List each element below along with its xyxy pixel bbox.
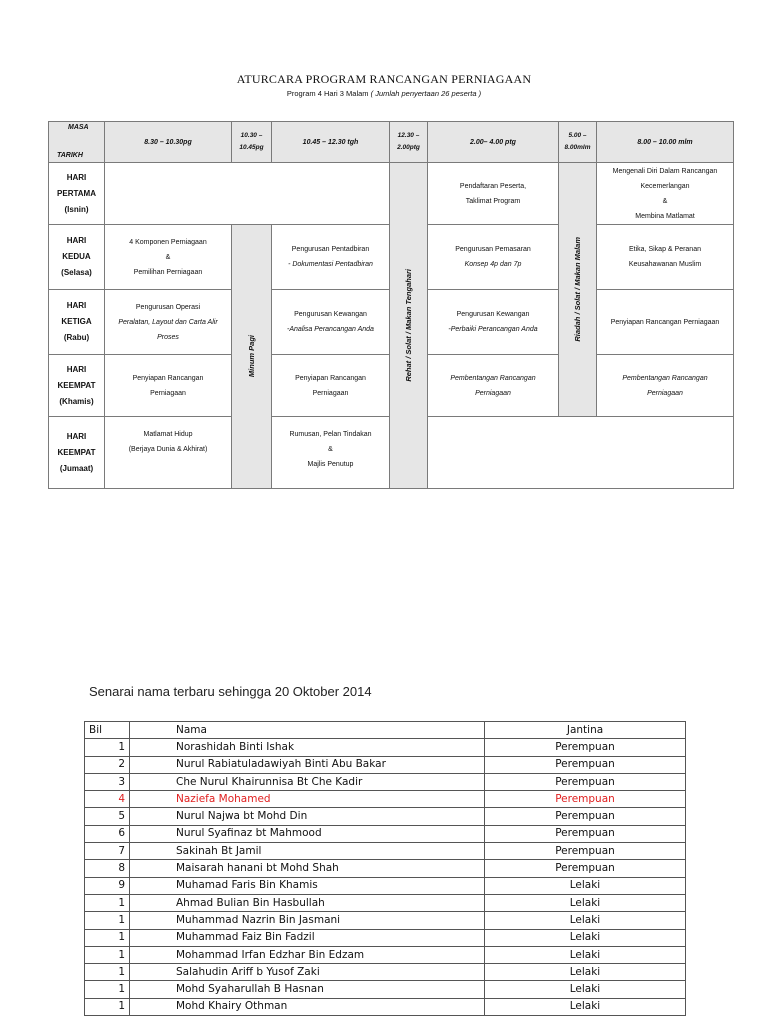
cell-bil: 1: [85, 946, 130, 963]
session-empty: [427, 416, 734, 489]
cell-jantina: Lelaki: [485, 981, 686, 998]
break-rehat: Rehat / Solat / Makan Tengahari: [389, 162, 428, 489]
session-empty: [104, 162, 390, 225]
table-row: [85, 894, 686, 911]
cell-jantina: Lelaki: [485, 998, 686, 1015]
cell-jantina: Lelaki: [485, 912, 686, 929]
cell-jantina: Perempuan: [485, 825, 686, 842]
cell-nama: Nurul Rabiatuladawiyah Binti Abu Bakar: [130, 756, 485, 773]
cell-nama: Nurul Najwa bt Mohd Din: [130, 808, 485, 825]
cell-bil: 7: [85, 843, 130, 860]
table-row: [85, 860, 686, 877]
cell-nama: Nurul Syafinaz bt Mahmood: [130, 825, 485, 842]
day-label: HARI KETIGA (Rabu): [48, 289, 105, 355]
table-row: [85, 825, 686, 842]
session-cell: 4 Komponen Perniagaan & Pemilihan Perniagaan: [104, 224, 232, 290]
cell-nama: Ahmad Bulian Bin Hasbullah: [130, 894, 485, 911]
cell-nama: Muhamad Faris Bin Khamis: [130, 877, 485, 894]
column-header-nama: Nama: [130, 722, 485, 739]
time-slot-header: 8.30 – 10.30pg: [104, 121, 232, 163]
cell-nama: Muhammad Faiz Bin Fadzil: [130, 929, 485, 946]
session-cell: Pengurusan Pentadbiran - Dokumentasi Pentadbiran: [271, 224, 390, 290]
table-row: [85, 929, 686, 946]
time-slot-header: 5.00 – 8.00mlm: [558, 121, 597, 163]
column-header-bil: Bil: [85, 722, 130, 739]
cell-nama: Muhammad Nazrin Bin Jasmani: [130, 912, 485, 929]
cell-jantina: Perempuan: [485, 791, 686, 808]
cell-jantina: Lelaki: [485, 964, 686, 981]
masa-label: MASA: [68, 124, 89, 131]
cell-jantina: Lelaki: [485, 929, 686, 946]
cell-bil: 1: [85, 964, 130, 981]
cell-bil: 1: [85, 894, 130, 911]
cell-bil: 4: [85, 791, 130, 808]
cell-nama: Naziefa Mohamed: [130, 791, 485, 808]
cell-jantina: Perempuan: [485, 739, 686, 756]
break-riadah: Riadah / Solat / Makan Malam: [558, 162, 597, 417]
cell-jantina: Lelaki: [485, 877, 686, 894]
cell-bil: 1: [85, 981, 130, 998]
cell-bil: 2: [85, 756, 130, 773]
cell-jantina: Perempuan: [485, 773, 686, 790]
table-row: [85, 843, 686, 860]
day-label: HARI PERTAMA (Isnin): [48, 162, 105, 225]
column-header-jantina: Jantina: [485, 722, 686, 739]
session-cell: Pengurusan Kewangan -Analisa Perancangan Anda: [271, 289, 390, 355]
time-slot-header: 10.30 – 10.45pg: [231, 121, 272, 163]
session-cell: Etika, Sikap & Peranan Keusahawanan Muslim: [596, 224, 734, 290]
cell-jantina: Perempuan: [485, 843, 686, 860]
time-slot-header: 2.00– 4.00 ptg: [427, 121, 559, 163]
cell-jantina: Lelaki: [485, 946, 686, 963]
day-label: HARI KEDUA (Selasa): [48, 224, 105, 290]
session-cell: Pengurusan Operasi Peralatan, Layout dan Carta Alir Proses: [104, 289, 232, 355]
table-row: [85, 946, 686, 963]
time-slot-header: 8.00 – 10.00 mlm: [596, 121, 734, 163]
cell-bil: 5: [85, 808, 130, 825]
session-cell: Pengurusan Kewangan -Perbaiki Perancangan Anda: [427, 289, 559, 355]
cell-bil: 6: [85, 825, 130, 842]
session-cell: Matlamat Hidup (Berjaya Dunia & Akhirat): [104, 416, 232, 489]
cell-jantina: Perempuan: [485, 808, 686, 825]
session-cell: Pendaftaran Peserta, Taklimat Program: [427, 162, 559, 225]
session-cell: Penyiapan Rancangan Perniagaan: [271, 354, 390, 417]
day-label: HARI KEEMPAT (Khamis): [48, 354, 105, 417]
cell-jantina: Lelaki: [485, 894, 686, 911]
cell-nama: Mohd Khairy Othman: [130, 998, 485, 1015]
session-cell: Penyiapan Rancangan Perniagaan: [104, 354, 232, 417]
cell-nama: Mohd Syaharullah B Hasnan: [130, 981, 485, 998]
cell-nama: Sakinah Bt Jamil: [130, 843, 485, 860]
table-header-row: [85, 722, 686, 739]
table-row: [85, 808, 686, 825]
participant-list-title: Senarai nama terbaru sehingga 20 Oktober 2014: [89, 684, 372, 699]
cell-jantina: Perempuan: [485, 860, 686, 877]
table-row: [85, 791, 686, 808]
table-row: [85, 773, 686, 790]
table-row: [85, 998, 686, 1015]
subtitle-program: Program 4 Hari 3 Malam: [286, 89, 371, 98]
participant-table: [84, 721, 686, 1016]
cell-bil: 1: [85, 998, 130, 1015]
cell-nama: Norashidah Binti Ishak: [130, 739, 485, 756]
subtitle-participants: ( Jumlah penyertaan 26 peserta ): [370, 89, 482, 98]
cell-jantina: Perempuan: [485, 756, 686, 773]
cell-bil: 3: [85, 773, 130, 790]
session-cell: Rumusan, Pelan Tindakan & Majlis Penutup: [271, 416, 390, 489]
cell-nama: Maisarah hanani bt Mohd Shah: [130, 860, 485, 877]
table-row: [85, 756, 686, 773]
table-row: [85, 912, 686, 929]
cell-bil: 1: [85, 912, 130, 929]
table-row: [85, 981, 686, 998]
cell-bil: 1: [85, 929, 130, 946]
cell-bil: 9: [85, 877, 130, 894]
cell-bil: 1: [85, 739, 130, 756]
document-subtitle: [0, 89, 768, 98]
table-row: [85, 877, 686, 894]
session-cell: Mengenali Diri Dalam Rancangan Kecemerlangan & Membina Matlamat: [596, 162, 734, 225]
session-cell: Pengurusan Pemasaran Konsep 4p dan 7p: [427, 224, 559, 290]
time-slot-header: 12.30 – 2.00ptg: [389, 121, 428, 163]
cell-nama: Mohammad Irfan Edzhar Bin Edzam: [130, 946, 485, 963]
tarikh-label: TARIKH: [57, 152, 83, 159]
session-cell: Pembentangan Rancangan Perniagaan: [596, 354, 734, 417]
session-cell: Penyiapan Rancangan Perniagaan: [596, 289, 734, 355]
table-row: [85, 964, 686, 981]
session-cell: Pembentangan Rancangan Perniagaan: [427, 354, 559, 417]
break-minum-pagi: Minum Pagi: [231, 224, 272, 489]
cell-bil: 8: [85, 860, 130, 877]
cell-nama: Salahudin Ariff b Yusof Zaki: [130, 964, 485, 981]
cell-nama: Che Nurul Khairunnisa Bt Che Kadir: [130, 773, 485, 790]
time-slot-header: 10.45 – 12.30 tgh: [271, 121, 390, 163]
document-title: ATURCARA PROGRAM RANCANGAN PERNIAGAAN: [236, 72, 532, 86]
day-label: HARI KEEMPAT (Jumaat): [48, 416, 105, 489]
table-row: [85, 739, 686, 756]
